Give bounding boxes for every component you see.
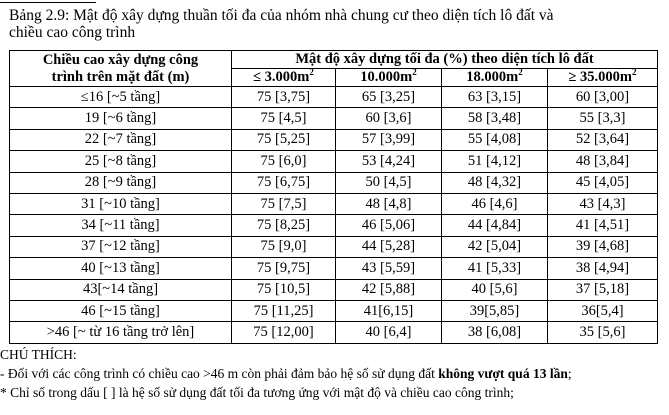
column-header-sup: 2 <box>518 68 523 78</box>
density-cell: 48 [4,8] <box>336 193 442 214</box>
density-cell: 45 [4,05] <box>548 172 658 193</box>
density-cell: 75 [6,0] <box>232 151 336 172</box>
density-cell: 44 [5,28] <box>336 236 442 257</box>
density-cell: 39 [4,68] <box>548 236 658 257</box>
height-cell: >46 [~ từ 16 tầng trở lên] <box>10 322 232 343</box>
density-cell: 55 [3,3] <box>548 108 658 129</box>
height-cell: 22 [~7 tầng] <box>10 129 232 150</box>
density-cell: 46 [5,06] <box>336 215 442 236</box>
density-cell: 41 [5,33] <box>442 258 548 279</box>
row-header-line-2: trình trên mặt đất (m) <box>51 68 190 85</box>
density-cell: 75 [6,75] <box>232 172 336 193</box>
table-row <box>10 258 658 279</box>
density-cell: 75 [12,00] <box>232 322 336 343</box>
table-row <box>10 322 658 343</box>
height-cell: 25 [~8 tầng] <box>10 151 232 172</box>
density-cell: 58 [3,48] <box>442 108 548 129</box>
density-cell: 36[5,4] <box>548 300 658 321</box>
column-header-label: 18.000m <box>466 69 519 85</box>
header-rule <box>0 2 96 3</box>
density-cell: 63 [3,15] <box>442 87 548 108</box>
height-cell: 37 [~12 tầng] <box>10 236 232 257</box>
density-cell: 38 [6,08] <box>442 322 548 343</box>
density-cell: 75 [8,25] <box>232 215 336 236</box>
column-header <box>548 69 658 87</box>
density-cell: 50 [4,5] <box>336 172 442 193</box>
note-1-bold: không vượt quá 13 lần <box>438 366 568 381</box>
column-header-sup: 2 <box>632 68 637 78</box>
table-row <box>10 172 658 193</box>
table-row <box>10 108 658 129</box>
density-cell: 75 [9,75] <box>232 258 336 279</box>
table-row <box>10 129 658 150</box>
table-row <box>10 193 658 214</box>
density-cell: 48 [4,32] <box>442 172 548 193</box>
table-row <box>10 151 658 172</box>
note-1-prefix: - Đối với các công trình có chiều cao >46 m còn phải đảm bảo hệ số sử dụng đất <box>0 366 439 381</box>
density-cell: 43 [5,59] <box>336 258 442 279</box>
density-cell: 60 [3,6] <box>336 108 442 129</box>
height-cell: ≤16 [~5 tầng] <box>10 87 232 108</box>
row-header-line-1: Chiều cao xây dựng công <box>42 51 199 68</box>
density-cell: 53 [4,24] <box>336 151 442 172</box>
density-table <box>9 50 658 344</box>
table-row <box>10 279 658 300</box>
height-cell: 34 [~11 tầng] <box>10 215 232 236</box>
density-cell: 65 [3,25] <box>336 87 442 108</box>
density-cell: 55 [4,08] <box>442 129 548 150</box>
table-row <box>10 236 658 257</box>
table-header-row-1 <box>10 51 658 69</box>
density-cell: 60 [3,00] <box>548 87 658 108</box>
column-header-label: ≥ 35.000m <box>568 69 633 85</box>
column-header-label: ≤ 3.000m <box>253 69 310 85</box>
caption-line-1: Bảng 2.9: Mật độ xây dựng thuần tối đa của nhóm nhà chung cư theo diện tích lô đất và <box>9 7 554 24</box>
column-header <box>442 69 548 87</box>
column-header <box>232 69 336 87</box>
density-cell: 51 [4,12] <box>442 151 548 172</box>
note-1-suffix: ; <box>567 366 572 381</box>
density-cell: 40 [5,6] <box>442 279 548 300</box>
density-cell: 43 [4,3] <box>548 193 658 214</box>
group-header-cell: Mật độ xây dựng tối đa (%) theo diện tích lô đất <box>232 51 658 69</box>
column-header <box>336 69 442 87</box>
density-cell: 35 [5,6] <box>548 322 658 343</box>
note-1 <box>0 364 669 383</box>
density-cell: 75 [7,5] <box>232 193 336 214</box>
density-cell: 75 [5,25] <box>232 129 336 150</box>
density-cell: 75 [9,0] <box>232 236 336 257</box>
height-cell: 40 [~13 tầng] <box>10 258 232 279</box>
density-cell: 75 [10,5] <box>232 279 336 300</box>
density-cell: 39[5,85] <box>442 300 548 321</box>
density-cell: 37 [5,18] <box>548 279 658 300</box>
density-cell: 57 [3,99] <box>336 129 442 150</box>
table-body <box>10 87 658 344</box>
density-cell: 75 [4,5] <box>232 108 336 129</box>
column-header-label: 10.000m <box>360 69 413 85</box>
table-row <box>10 87 658 108</box>
notes-title: CHÚ THÍCH: <box>0 347 77 362</box>
column-header-sup: 2 <box>309 68 314 78</box>
density-cell: 46 [4,6] <box>442 193 548 214</box>
density-cell: 75 [11,25] <box>232 300 336 321</box>
height-cell: 46 [~15 tầng] <box>10 300 232 321</box>
height-cell: 43[~14 tầng] <box>10 279 232 300</box>
density-cell: 42 [5,88] <box>336 279 442 300</box>
density-cell: 48 [3,84] <box>548 151 658 172</box>
table-row <box>10 300 658 321</box>
density-cell: 41[6,15] <box>336 300 442 321</box>
height-cell: 31 [~10 tầng] <box>10 193 232 214</box>
density-cell: 44 [4,84] <box>442 215 548 236</box>
density-cell: 52 [3,64] <box>548 129 658 150</box>
notes-section <box>0 345 669 402</box>
density-cell: 40 [6,4] <box>336 322 442 343</box>
height-cell: 19 [~6 tầng] <box>10 108 232 129</box>
caption-line-2: chiều cao công trình <box>9 24 136 41</box>
column-header-sup: 2 <box>412 68 417 78</box>
table-caption <box>9 7 664 41</box>
density-cell: 41 [4,51] <box>548 215 658 236</box>
table-row <box>10 215 658 236</box>
note-2: * Chỉ số trong dấu [ ] là hệ số sử dụng đất tối đa tương ứng với mật độ và chiều cao công trình; <box>0 385 514 400</box>
density-cell: 42 [5,04] <box>442 236 548 257</box>
height-cell: 28 [~9 tầng] <box>10 172 232 193</box>
density-cell: 75 [3,75] <box>232 87 336 108</box>
row-header-cell <box>10 51 232 87</box>
density-cell: 38 [4,94] <box>548 258 658 279</box>
